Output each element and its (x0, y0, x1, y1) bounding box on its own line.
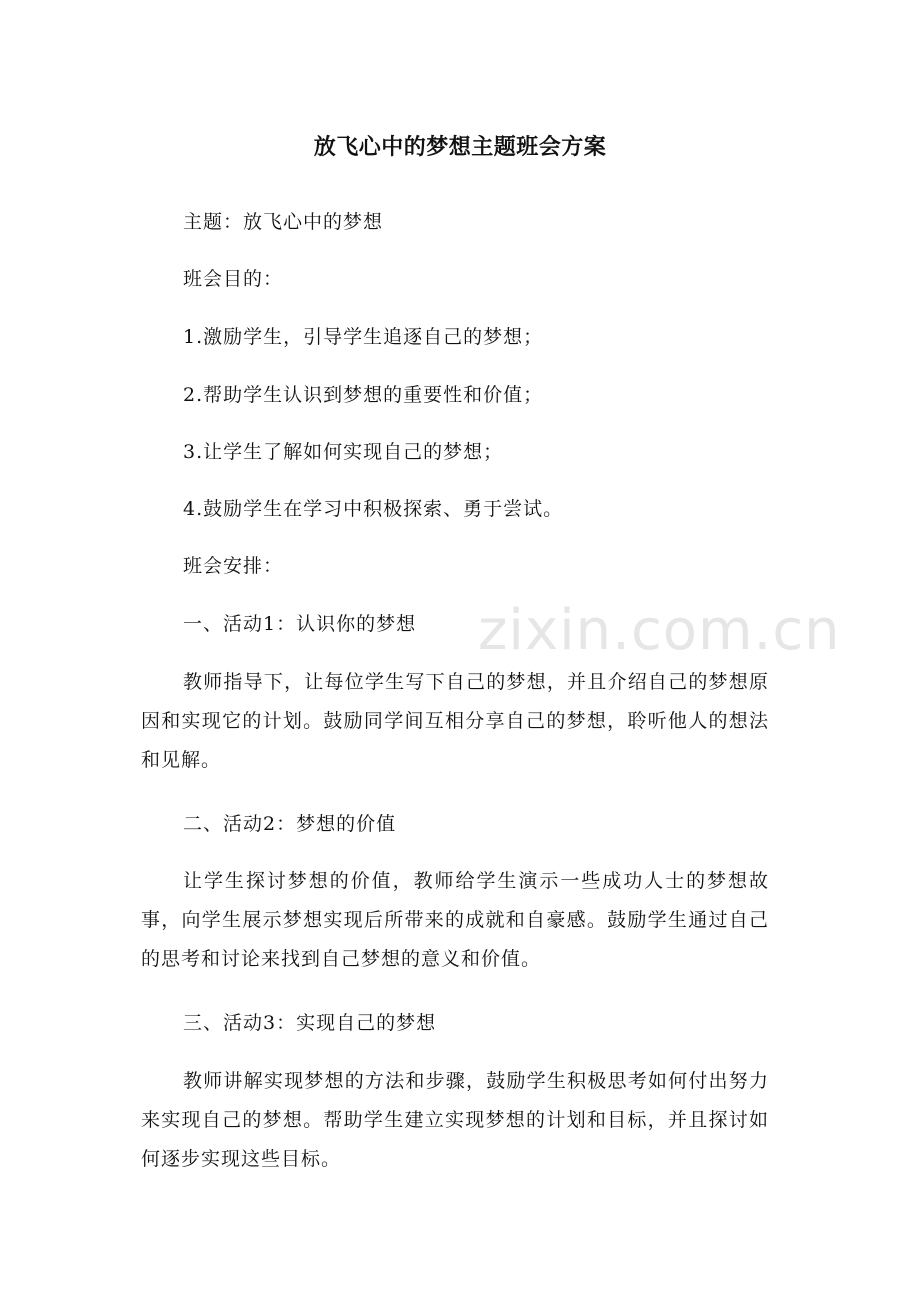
purpose-heading: 班会目的： (183, 268, 284, 290)
activity-3-body: 教师讲解实现梦想的方法和步骤，鼓励学生积极思考如何付出努力来实现自己的梦想。帮助学生建立实现梦想的计划和目标，并且探讨如何逐步实现这些目标。 (141, 1070, 769, 1170)
activity-3-heading: 三、活动3：实现自己的梦想 (183, 1012, 437, 1034)
activity-2-body: 让学生探讨梦想的价值，教师给学生演示一些成功人士的梦想故事，向学生展示梦想实现后所带来的成就和自豪感。鼓励学生通过自己的思考和讨论来找到自己梦想的意义和价值。 (141, 870, 769, 970)
purpose-item-3: 3.让学生了解如何实现自己的梦想； (183, 441, 504, 463)
theme-line: 主题：放飞心中的梦想 (183, 211, 384, 233)
activity-1-heading: 一、活动1：认识你的梦想 (183, 613, 417, 635)
purpose-item-1: 1.激励学生，引导学生追逐自己的梦想； (183, 326, 544, 348)
document-title: 放飞心中的梦想主题班会方案 (313, 135, 607, 160)
purpose-item-2: 2.帮助学生认识到梦想的重要性和价值； (183, 384, 544, 406)
activity-2-heading: 二、活动2：梦想的价值 (183, 813, 397, 835)
activity-1-body: 教师指导下，让每位学生写下自己的梦想，并且介绍自己的梦想原因和实现它的计划。鼓励同学间互相分享自己的梦想，聆听他人的想法和见解。 (141, 671, 769, 771)
purpose-item-4: 4.鼓励学生在学习中积极探索、勇于尝试。 (183, 498, 564, 520)
arrangement-heading: 班会安排： (183, 555, 284, 577)
watermark: zixin.com.cn (478, 598, 841, 663)
